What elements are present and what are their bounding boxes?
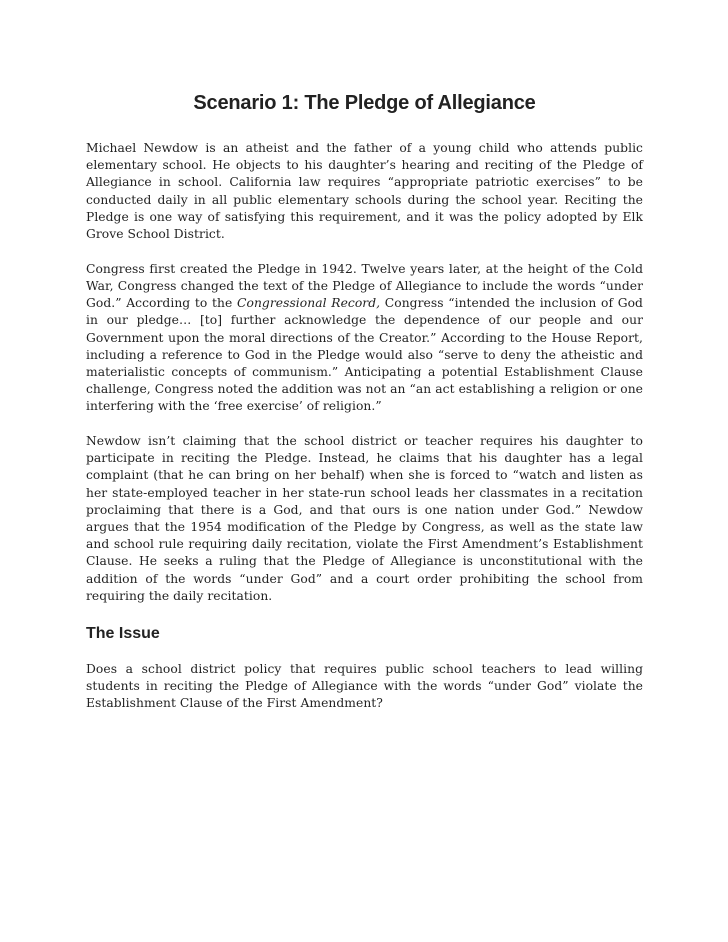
paragraph-background: Michael Newdow is an atheist and the father of a young child who attends public elementary school. He objects to his daughter’s hearing and reciting of the Pledge of Allegiance in school. California law requires “appropriate patriotic exercises” to be conducted daily in all public elementary schools during the school year. Reciting the Pledge is one way of satisfying this requirement, and it was the policy adopted by Elk Grove School District.: [86, 141, 643, 242]
paragraph-claim: Newdow isn’t claiming that the school district or teacher requires his daughter to participate in reciting the Pledge. Instead, he claims that his daughter has a legal complaint (that he can bring on her behalf) when she is forced to “watch and listen as her state-employed teacher in her state-run school leads her classmates in a recitation proclaiming that there is a God, and that ours is one nation under God.” Newdow argues that the 1954 modification of the Pledge by Congress, as well as the state law and school rule requiring daily recitation, violate the First Amendment’s Establishment Clause. He seeks a ruling that the Pledge of Allegiance is unconstitutional with the addition of the words “under God” and a court order prohibiting the school from requiring the daily recitation.: [86, 434, 643, 603]
paragraph-history-text-1: Congress first created the Pledge in 1942. Twelve years later, at the height of the Cold War, Congress changed the text of the Pledge of Allegiance to include the words “under God.” According to the: [86, 261, 643, 311]
issue-text: Does a school district policy that requires public school teachers to lead willing students in reciting the Pledge of Allegiance with the words “under God” violate the Establishment Clause of the First Amendment?: [86, 661, 643, 710]
document-body: [86, 90, 643, 730]
page-title: Scenario 1: The Pledge of Allegiance: [193, 92, 536, 114]
paragraph-history: [86, 261, 643, 416]
paragraph-history-text-2: Congress “intended the inclusion of God in our pledge… [to] further acknowledge the dependence of our people and our Government upon the moral directions of the Creator.” According to the House Report, including a reference to God in the Pledge would also “serve to deny the atheistic and materialistic concepts of communism.” Anticipating a potential Establishment Clause challenge, Congress noted the addition was not an “an act establishing a religion or one interfering with the ‘free exercise’ of religion.”: [86, 296, 643, 414]
congressional-record-citation: Congressional Record,: [237, 296, 381, 311]
issue-heading: The Issue: [86, 624, 160, 642]
